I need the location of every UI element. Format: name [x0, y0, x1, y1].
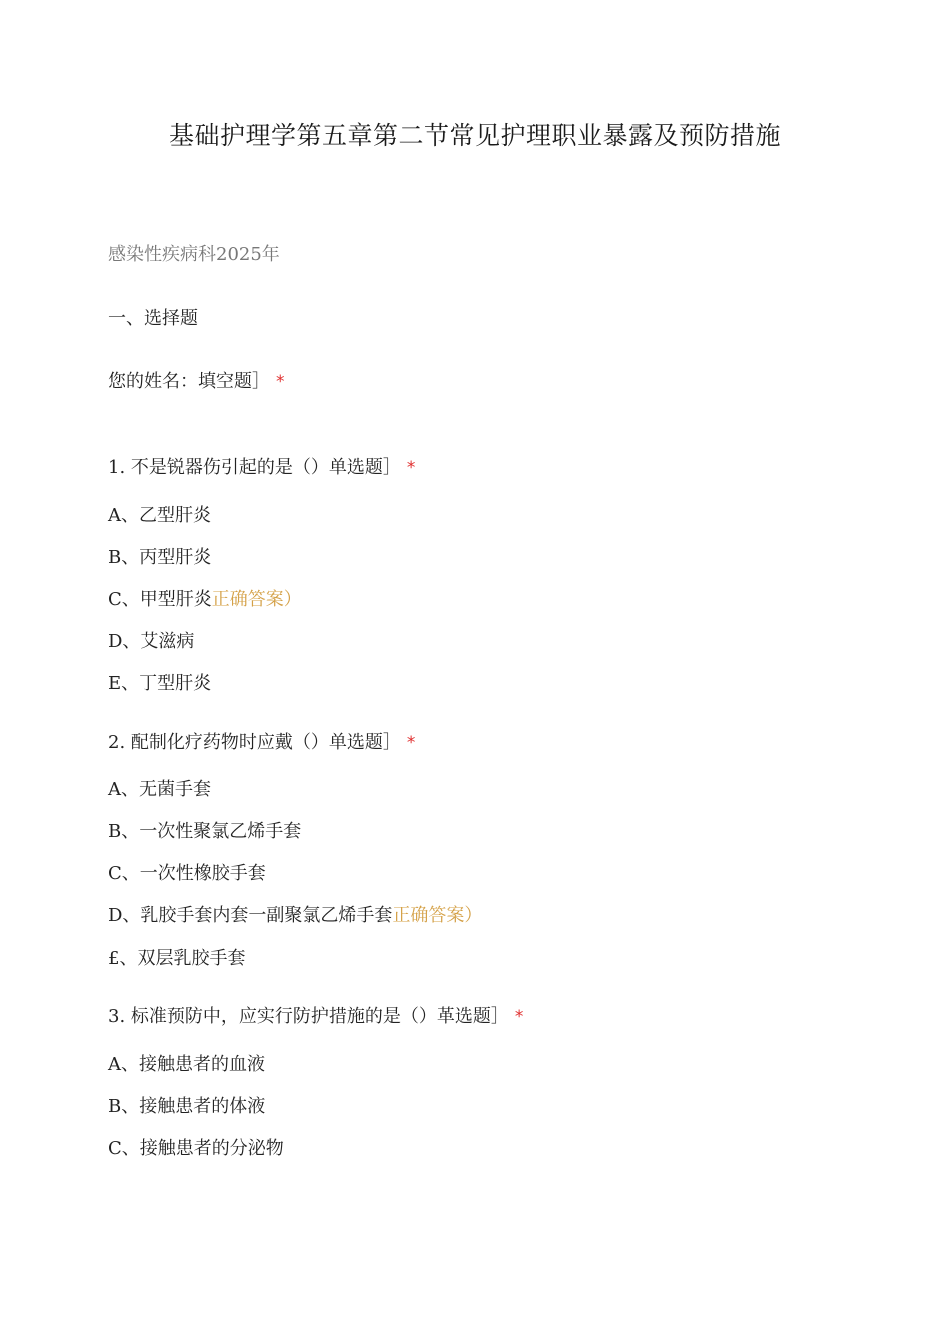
question-3-option-a[interactable]: A、接触患者的血液 — [108, 1054, 265, 1075]
correct-answer-marker: 正确答案） — [211, 589, 302, 610]
correct-answer-marker: 正确答案） — [392, 905, 483, 926]
section-heading: 一、选择题 — [108, 308, 198, 329]
required-asterisk-icon: * — [276, 372, 285, 392]
question-2-stem — [108, 730, 415, 756]
question-1-option-b[interactable]: B、丙型肝炎 — [108, 547, 212, 568]
document-title: 基础护理学第五章第二节常见护理职业暴露及预防措施 — [168, 121, 781, 150]
question-2-option-a[interactable]: A、无菌手套 — [108, 779, 211, 800]
question-3-option-c[interactable]: C、接触患者的分泌物 — [108, 1138, 284, 1159]
question-1-option-d[interactable]: D、艾滋病 — [108, 631, 195, 652]
name-field-label — [108, 369, 285, 395]
option-text: C、甲型肝炎 — [108, 589, 212, 610]
question-1-option-e[interactable]: E、丁型肝炎 — [108, 673, 212, 694]
question-3-text: 3. 标准预防中，应实行防护措施的是（）革选题］ — [108, 1006, 509, 1027]
document-subtitle: 感染性疾病科2025年 — [108, 244, 280, 265]
question-1-option-c[interactable] — [108, 587, 302, 613]
required-asterisk-icon: * — [514, 1007, 524, 1027]
question-2-option-d[interactable] — [108, 903, 482, 929]
question-1-stem — [108, 455, 415, 481]
question-2-option-b[interactable]: B、一次性聚氯乙烯手套 — [108, 821, 302, 842]
required-asterisk-icon: * — [406, 458, 416, 478]
question-2-option-c[interactable]: C、一次性橡胶手套 — [108, 863, 266, 884]
question-3-stem — [108, 1004, 523, 1030]
name-field-text: 您的姓名：填空题］ — [108, 371, 270, 392]
required-asterisk-icon: * — [406, 733, 416, 753]
question-1-text: 1. 不是锐器伤引起的是（）单选题］ — [108, 457, 401, 478]
option-text: D、乳胶手套内套一副聚氯乙烯手套 — [108, 905, 393, 926]
question-2-option-e[interactable]: £、双层乳胶手套 — [108, 948, 246, 969]
question-1-option-a[interactable]: A、乙型肝炎 — [108, 505, 211, 526]
question-3-option-b[interactable]: B、接触患者的体液 — [108, 1096, 266, 1117]
question-2-text: 2. 配制化疗药物时应戴（）单选题］ — [108, 732, 401, 753]
